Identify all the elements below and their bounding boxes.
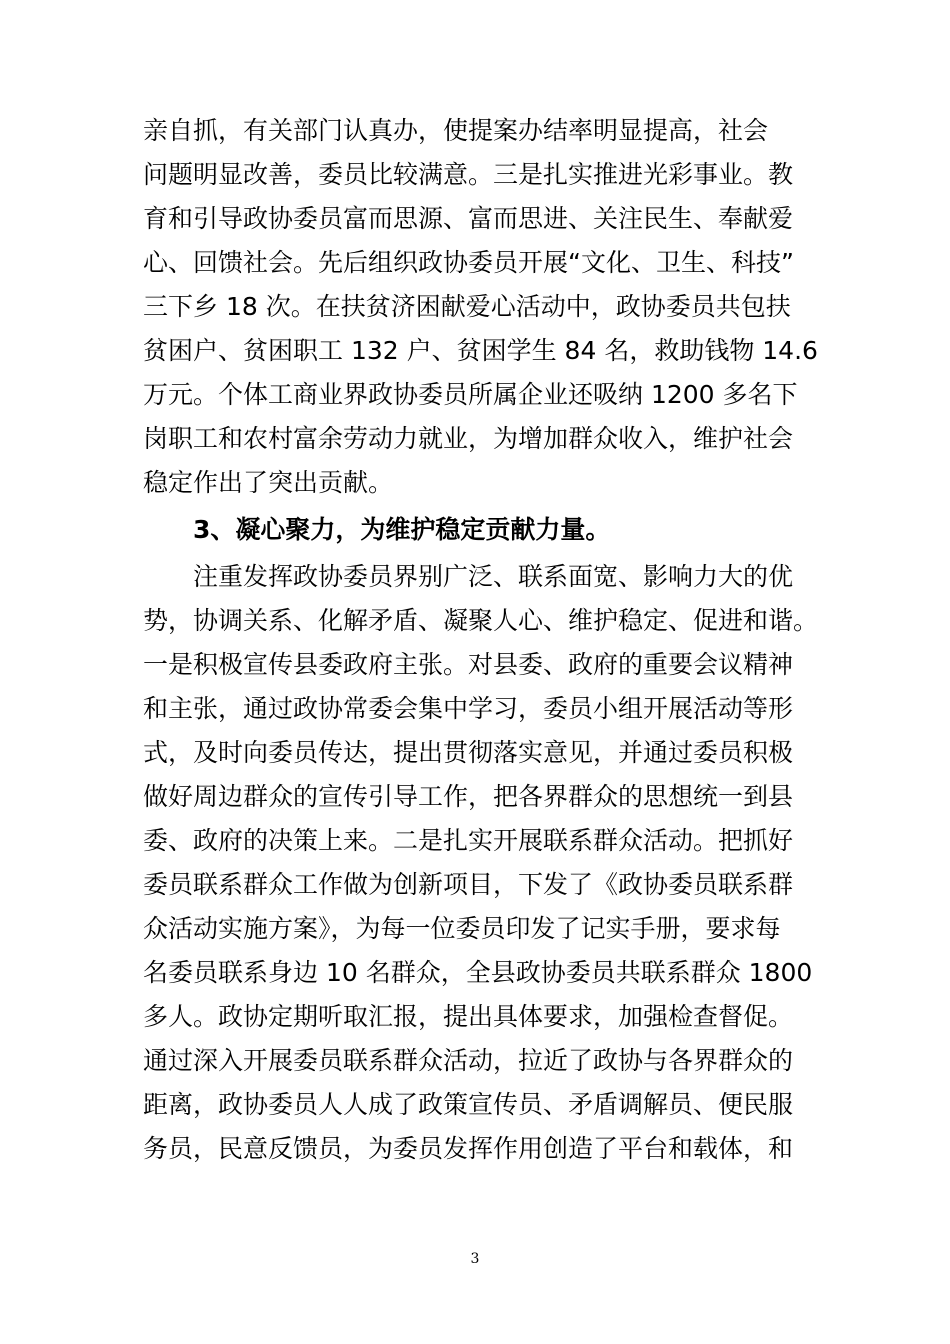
body-text-line: 贫困户、贫困职工 132 户、贫困学生 84 名，救助钱物 14.6 [143,336,818,365]
body-text-line: 和主张，通过政协常委会集中学习，委员小组开展活动等形 [143,694,794,723]
body-text-line: 岗职工和农村富余劳动力就业，为增加群众收入，维护社会 [143,424,794,453]
section-heading: 3、凝心聚力，为维护稳定贡献力量。 [193,515,611,544]
body-text-line: 式，及时向委员传达，提出贯彻落实意见，并通过委员积极 [143,738,794,767]
body-text-line: 名委员联系身边 10 名群众，全县政协委员共联系群众 1800 [143,958,813,987]
body-text-line: 一是积极宣传县委政府主张。对县委、政府的重要会议精神 [143,650,794,679]
body-text-line: 亲自抓，有关部门认真办，使提案办结率明显提高，社会 [143,116,769,145]
body-text-line: 通过深入开展委员联系群众活动，拉近了政协与各界群众的 [143,1046,794,1075]
body-text-line: 势，协调关系、化解矛盾、凝聚人心、维护稳定、促进和谐。 [143,606,819,635]
body-text-line: 育和引导政协委员富而思源、富而思进、关注民生、奉献爱 [143,204,794,233]
body-text-line: 心、回馈社会。先后组织政协委员开展“文化、卫生、科技” [143,248,794,277]
body-text-line: 稳定作出了突出贡献。 [143,468,394,497]
paragraph-first-line: 注重发挥政协委员界别广泛、联系面宽、影响力大的优 [193,562,794,591]
body-text-line: 务员，民意反馈员，为委员发挥作用创造了平台和载体，和 [143,1134,794,1163]
body-text-line: 多人。政协定期听取汇报，提出具体要求，加强检查督促。 [143,1002,794,1031]
body-text-line: 问题明显改善，委员比较满意。三是扎实推进光彩事业。教 [143,160,794,189]
body-text-line: 众活动实施方案》，为每一位委员印发了记实手册，要求每 [143,914,781,943]
body-text-line: 做好周边群众的宣传引导工作，把各界群众的思想统一到县 [143,782,794,811]
body-text-line: 距离，政协委员人人成了政策宣传员、矛盾调解员、便民服 [143,1090,794,1119]
body-text-line: 三下乡 18 次。在扶贫济困献爱心活动中，政协委员共包扶 [143,292,791,321]
body-text-line: 万元。个体工商业界政协委员所属企业还吸纳 1200 多名下 [143,380,798,409]
page-number: 3 [470,1251,480,1267]
body-text-line: 委员联系群众工作做为创新项目，下发了《政协委员联系群 [143,870,794,899]
body-text-line: 委、政府的决策上来。二是扎实开展联系群众活动。把抓好 [143,826,794,855]
